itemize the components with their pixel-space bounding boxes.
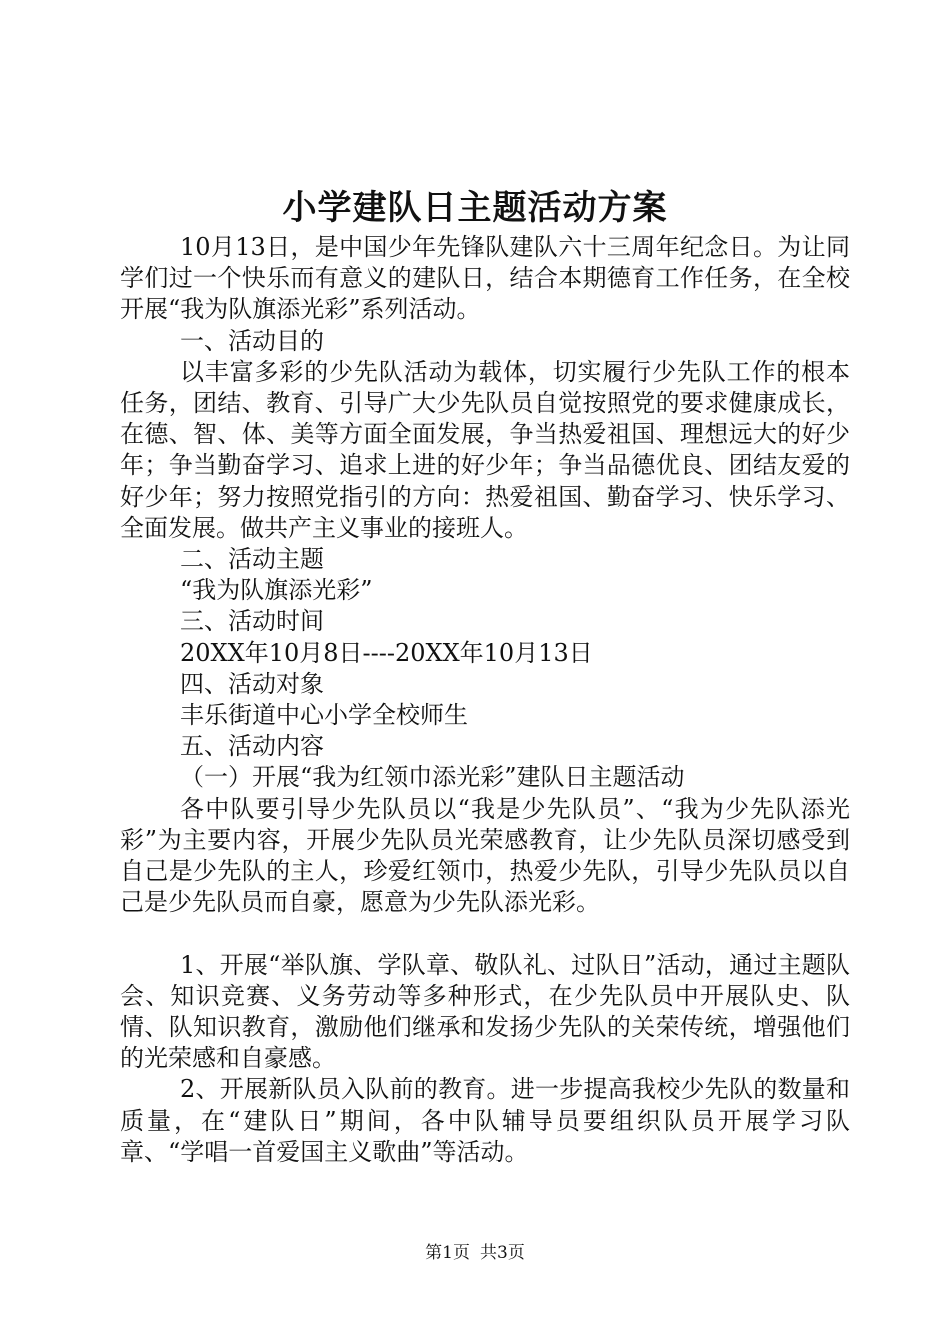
intro-paragraph: 10月13日，是中国少年先锋队建队六十三周年纪念日。为让同学们过一个快乐而有意义的建队日，结合本期德育工作任务，在全校开展“我为队旗添光彩”系列活动。 <box>120 233 850 324</box>
content-paragraph: 各中队要引导少先队员以“我是少先队员”、“我为少先队添光彩”为主要内容，开展少先队员光荣感教育，让少先队员深切感受到自己是少先队的主人，珍爱红领巾，热爱少先队，引导少先队员以自己是少先队员而自豪，愿意为少先队添光彩。 <box>120 794 850 917</box>
purpose-paragraph: 以丰富多彩的少先队活动为载体，切实履行少先队工作的根本任务，团结、教育、引导广大少先队员自觉按照党的要求健康成长，在德、智、体、美等方面全面发展，争当热爱祖国、理想远大的好少年；争当勤奋学习、追求上进的好少年；争当品德优良、团结友爱的好少年；努力按照党指引的方向：热爱祖国、勤奋学习、快乐学习、全面发展。做共产主义事业的接班人。 <box>120 357 850 542</box>
subsection-heading-1: （一）开展“我为红领巾添光彩”建队日主题活动 <box>180 763 685 792</box>
audience-paragraph: 丰乐街道中心小学全校师生 <box>180 701 468 730</box>
section-heading-purpose: 一、活动目的 <box>180 326 324 355</box>
page-footer <box>0 1241 950 1265</box>
page-total: 共3页 <box>480 1243 525 1263</box>
document-title: 小学建队日主题活动方案 <box>282 188 668 228</box>
time-paragraph: 20XX年10月8日----20XX年10月13日 <box>180 638 593 667</box>
section-heading-theme: 二、活动主题 <box>180 545 324 574</box>
page-number: 第1页 <box>425 1243 470 1263</box>
theme-paragraph: “我为队旗添光彩” <box>180 576 373 605</box>
content-item-2: 2、开展新队员入队前的教育。进一步提高我校少先队的数量和质量，在“建队日”期间，各中队辅导员要组织队员开展学习队章、“学唱一首爱国主义歌曲”等活动。 <box>120 1075 850 1166</box>
content-item-1: 1、开展“举队旗、学队章、敬队礼、过队日”活动，通过主题队会、知识竞赛、义务劳动等多种形式，在少先队员中开展队史、队情、队知识教育，激励他们继承和发扬少先队的关荣传统，增强他们的光荣感和自豪感。 <box>120 950 850 1073</box>
section-heading-audience: 四、活动对象 <box>180 669 324 698</box>
document-body <box>120 232 850 1168</box>
blank-line <box>120 918 850 949</box>
section-heading-content: 五、活动内容 <box>180 732 324 761</box>
section-heading-time: 三、活动时间 <box>180 607 324 636</box>
